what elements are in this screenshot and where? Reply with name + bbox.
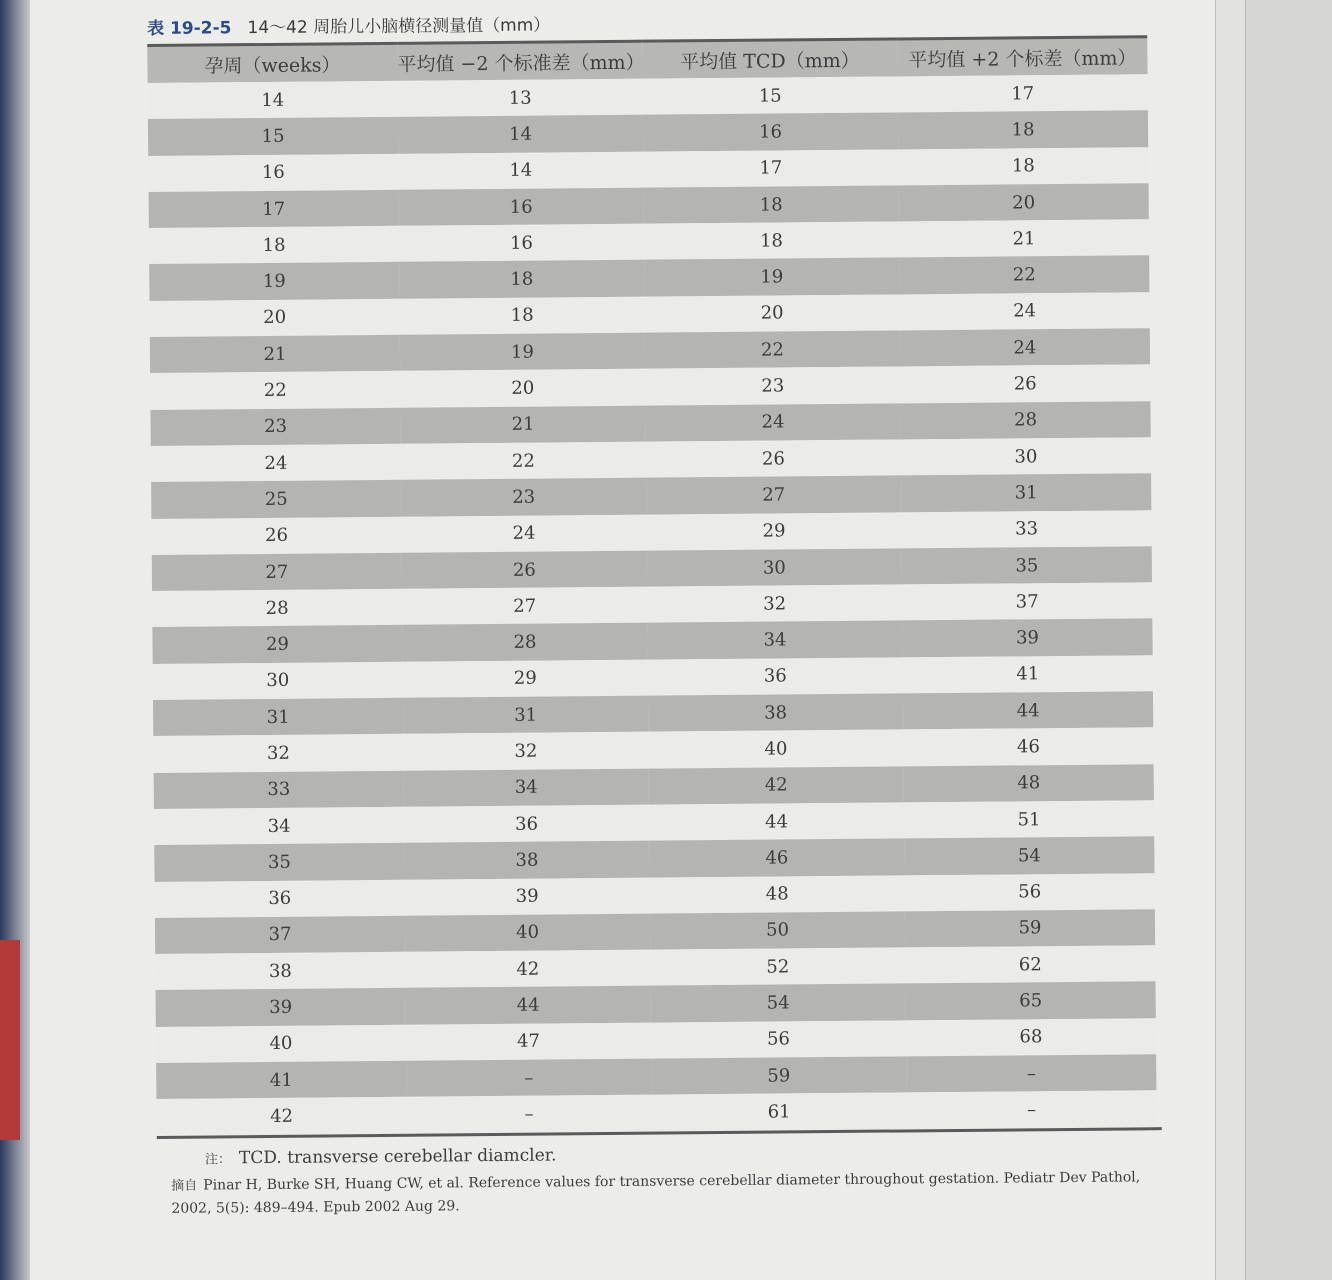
table-note: [157, 1140, 1162, 1169]
cell-mean-minus-2sd: 16: [509, 196, 533, 218]
cell-week: 20: [263, 307, 287, 329]
cell-mean-tcd: 44: [765, 811, 789, 833]
cell-week: 41: [269, 1069, 293, 1091]
cell-mean-tcd: 40: [764, 738, 788, 760]
table-source: [157, 1166, 1161, 1220]
cell-mean-plus-2sd: 33: [1014, 518, 1039, 540]
cell-mean-tcd: 19: [760, 266, 784, 288]
cell-mean-tcd: 52: [766, 956, 790, 978]
cell-mean-plus-2sd: 22: [1012, 264, 1036, 286]
cell-mean-tcd: 54: [766, 992, 790, 1014]
cell-week: 23: [264, 416, 288, 438]
cell-mean-minus-2sd: 23: [512, 486, 536, 508]
cell-mean-tcd: 26: [761, 448, 785, 470]
cell-mean-minus-2sd: –: [524, 1103, 534, 1125]
cell-mean-minus-2sd: 18: [510, 305, 534, 327]
cell-mean-plus-2sd: 46: [1016, 736, 1040, 758]
cell-week: 40: [269, 1033, 293, 1055]
cell-mean-minus-2sd: 44: [516, 994, 540, 1016]
cell-week: 30: [266, 670, 290, 692]
cell-mean-minus-2sd: 13: [508, 87, 532, 109]
cell-mean-tcd: 34: [763, 629, 787, 651]
cell-week: 25: [264, 488, 288, 510]
cell-mean-minus-2sd: 24: [512, 522, 536, 545]
header-mean-tcd: 平均值 TCD（mm）: [680, 49, 860, 73]
cell-mean-plus-2sd: –: [1027, 1099, 1037, 1121]
cell-week: 15: [261, 125, 285, 147]
cell-mean-minus-2sd: –: [524, 1067, 534, 1089]
header-mean-minus-2sd: 平均值 −2 个标准差（mm）: [397, 51, 645, 76]
cell-mean-tcd: 48: [765, 883, 789, 905]
cell-mean-minus-2sd: 22: [511, 450, 535, 472]
cell-mean-plus-2sd: 21: [1012, 228, 1036, 250]
page-stack-edge-outer: [1245, 0, 1332, 1280]
book-cover-strip: [0, 940, 20, 1140]
cell-mean-minus-2sd: 28: [513, 631, 537, 653]
cell-mean-plus-2sd: 37: [1015, 591, 1039, 613]
cell-mean-plus-2sd: 26: [1013, 373, 1037, 395]
cell-mean-tcd: 20: [760, 302, 784, 325]
cell-mean-tcd: 27: [762, 484, 786, 506]
cell-mean-tcd: 22: [760, 339, 784, 361]
cell-mean-plus-2sd: 48: [1017, 772, 1041, 794]
cell-mean-plus-2sd: 20: [1012, 191, 1036, 213]
table-title: 14～42 周胎儿小脑横径测量值（mm）: [247, 15, 551, 39]
cell-mean-plus-2sd: 30: [1014, 445, 1038, 468]
cell-mean-tcd: 50: [765, 919, 790, 942]
cell-mean-tcd: 15: [758, 85, 782, 107]
cell-week: 26: [265, 524, 289, 547]
cell-mean-plus-2sd: 54: [1017, 845, 1041, 867]
cell-week: 17: [262, 198, 286, 220]
cell-mean-tcd: 32: [763, 593, 787, 615]
cell-week: 32: [266, 742, 291, 764]
cell-mean-tcd: 61: [767, 1101, 791, 1123]
cell-mean-plus-2sd: 41: [1016, 663, 1040, 685]
table-body: [148, 74, 1157, 1135]
source-text: Pinar H, Burke SH, Huang CW, et al. Reference values for transverse cerebellar diameter throughout gestation. Pediatr Dev Pathol, 2002, 5(5): 489–494. Epub 2002 Aug 29.: [171, 1168, 1141, 1217]
cell-mean-tcd: 59: [767, 1065, 791, 1087]
cell-week: 22: [263, 379, 287, 402]
cell-week: 29: [265, 633, 290, 656]
cell-mean-minus-2sd: 40: [515, 922, 540, 944]
cell-mean-plus-2sd: 17: [1011, 82, 1035, 105]
cell-week: 31: [266, 706, 290, 728]
cell-week: 21: [263, 343, 287, 365]
source-label: 摘自: [171, 1178, 198, 1194]
cell-mean-plus-2sd: 68: [1019, 1026, 1043, 1048]
tcd-table: [147, 35, 1156, 1135]
cell-week: 16: [261, 162, 285, 184]
table-number: 表 19-2-5: [147, 18, 232, 39]
cell-mean-minus-2sd: 26: [512, 559, 536, 581]
cell-mean-minus-2sd: 19: [510, 341, 535, 363]
cell-week: 27: [265, 561, 289, 583]
cell-mean-plus-2sd: 39: [1015, 627, 1040, 649]
cell-mean-tcd: 36: [763, 665, 787, 688]
cell-mean-plus-2sd: 18: [1011, 155, 1035, 177]
cell-mean-minus-2sd: 32: [514, 740, 538, 762]
note-label: 注：: [204, 1151, 232, 1168]
cell-week: 28: [265, 597, 289, 619]
cell-mean-tcd: 42: [764, 774, 788, 796]
cell-mean-minus-2sd: 29: [513, 668, 537, 690]
cell-week: 35: [267, 851, 291, 873]
cell-week: 34: [267, 815, 291, 837]
cell-week: 24: [264, 452, 288, 474]
cell-mean-minus-2sd: 31: [514, 704, 538, 726]
cell-mean-minus-2sd: 36: [515, 813, 539, 835]
cell-mean-plus-2sd: 44: [1016, 699, 1040, 722]
note-text: TCD. transverse cerebellar diamcler.: [238, 1145, 557, 1168]
cell-mean-tcd: 29: [762, 520, 786, 542]
cell-week: 33: [267, 779, 291, 801]
cell-week: 38: [268, 960, 292, 982]
header-gestational-week: 孕周（weeks）: [204, 53, 341, 78]
cell-mean-minus-2sd: 14: [509, 159, 533, 182]
cell-week: 36: [268, 887, 292, 910]
cell-mean-tcd: 18: [759, 193, 783, 216]
cell-mean-minus-2sd: 21: [511, 413, 535, 436]
cell-mean-plus-2sd: 51: [1017, 808, 1041, 831]
cell-mean-minus-2sd: 18: [510, 268, 534, 290]
cell-mean-minus-2sd: 47: [516, 1030, 541, 1053]
cell-week: 42: [270, 1105, 294, 1127]
cell-mean-minus-2sd: 39: [515, 885, 539, 907]
cell-mean-minus-2sd: 27: [513, 595, 537, 617]
cell-week: 18: [262, 234, 286, 256]
cell-mean-tcd: 46: [765, 847, 789, 869]
table-block: [147, 5, 1162, 1219]
cell-mean-tcd: 24: [761, 411, 785, 433]
cell-mean-plus-2sd: 35: [1015, 554, 1039, 576]
cell-mean-tcd: 17: [759, 157, 783, 179]
cell-week: 19: [262, 270, 286, 293]
cell-mean-plus-2sd: 24: [1013, 300, 1037, 322]
cell-mean-plus-2sd: 56: [1018, 881, 1042, 903]
cell-mean-tcd: 16: [759, 121, 783, 143]
cell-mean-tcd: 56: [766, 1028, 791, 1050]
cell-week: 37: [268, 924, 292, 946]
cell-mean-plus-2sd: 65: [1019, 990, 1043, 1012]
cell-mean-minus-2sd: 34: [514, 776, 538, 799]
cell-mean-minus-2sd: 14: [509, 123, 533, 145]
header-mean-plus-2sd: 平均值 +2 个标差（mm）: [908, 46, 1137, 71]
cell-mean-minus-2sd: 16: [509, 232, 534, 254]
cell-mean-plus-2sd: 28: [1014, 409, 1038, 431]
cell-mean-minus-2sd: 42: [516, 958, 540, 980]
cell-mean-plus-2sd: 31: [1014, 482, 1038, 504]
cell-mean-plus-2sd: 62: [1018, 953, 1042, 976]
cell-mean-minus-2sd: 20: [511, 377, 535, 399]
cell-mean-minus-2sd: 38: [515, 849, 539, 871]
cell-mean-tcd: 18: [759, 230, 784, 252]
cell-mean-tcd: 38: [764, 702, 788, 724]
cell-mean-plus-2sd: –: [1026, 1062, 1036, 1085]
cell-week: 39: [269, 996, 293, 1019]
cell-mean-tcd: 30: [762, 556, 786, 579]
cell-mean-plus-2sd: 59: [1018, 917, 1042, 939]
cell-mean-plus-2sd: 24: [1013, 336, 1037, 359]
cell-mean-plus-2sd: 18: [1011, 119, 1035, 141]
cell-week: 14: [261, 89, 285, 111]
cell-mean-tcd: 23: [761, 375, 785, 397]
